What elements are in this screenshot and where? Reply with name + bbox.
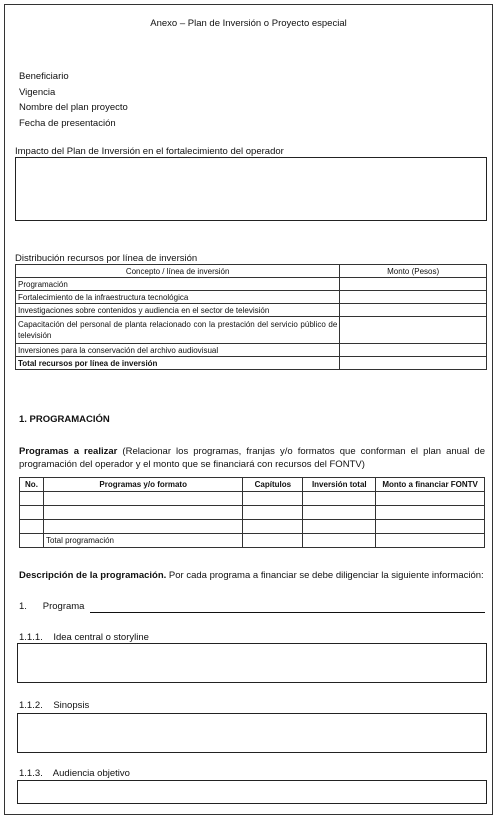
programa-item-label: 1. Programa	[19, 601, 85, 612]
header-no: No.	[20, 478, 44, 492]
cell[interactable]	[20, 520, 44, 534]
programas-label: Programas a realizar	[19, 446, 118, 457]
total-monto-cell[interactable]	[340, 357, 487, 370]
row-label: Fortalecimiento de la infraestructura tecnológica	[16, 291, 340, 304]
table-row	[16, 317, 487, 344]
header-inversion: Inversión total	[303, 478, 376, 492]
table-total-row	[16, 357, 487, 370]
cell[interactable]	[376, 520, 485, 534]
header-monto: Monto (Pesos)	[340, 265, 487, 278]
cell[interactable]	[303, 534, 376, 548]
cell[interactable]	[303, 520, 376, 534]
row-label: Investigaciones sobre contenidos y audiencia en el sector de televisión	[16, 304, 340, 317]
impacto-heading: Impacto del Plan de Inversión en el fortalecimiento del operador	[15, 146, 284, 157]
subsection-sinopsis: 1.1.2. Sinopsis	[19, 700, 90, 711]
field-vigencia: Vigencia	[19, 86, 56, 98]
programas-instructions: (Relacionar los programas, franjas y/o formatos que conforman el plan anual de programación del operador y el monto que se financiará con recursos del FONTV)	[19, 446, 485, 470]
table-row	[20, 506, 485, 520]
cell[interactable]	[303, 506, 376, 520]
cell[interactable]	[376, 506, 485, 520]
subsection-idea-central: 1.1.1. Idea central o storyline	[19, 632, 149, 643]
cell[interactable]	[303, 492, 376, 506]
table-row	[20, 492, 485, 506]
row-label: Inversiones para la conservación del archivo audiovisual	[16, 344, 340, 357]
header-concepto: Concepto / línea de inversión	[16, 265, 340, 278]
programas-table	[19, 477, 485, 548]
document-page	[4, 4, 493, 815]
row-label: Capacitación del personal de planta relacionado con la prestación del servicio público de televisión	[16, 317, 340, 344]
descripcion-label: Descripción de la programación.	[19, 570, 167, 581]
table-header-row	[20, 478, 485, 492]
monto-cell[interactable]	[340, 291, 487, 304]
cell[interactable]	[376, 492, 485, 506]
cell[interactable]	[243, 506, 303, 520]
monto-cell[interactable]	[340, 278, 487, 291]
section-programacion-heading: 1. PROGRAMACIÓN	[19, 414, 110, 425]
table-row	[16, 278, 487, 291]
cell[interactable]	[20, 534, 44, 548]
monto-cell[interactable]	[340, 344, 487, 357]
header-capitulos: Capítulos	[243, 478, 303, 492]
header-monto-fontv: Monto a financiar FONTV	[376, 478, 485, 492]
cell[interactable]	[243, 520, 303, 534]
cell[interactable]	[43, 492, 242, 506]
programa-name-line[interactable]	[90, 612, 485, 613]
subsection-audiencia: 1.1.3. Audiencia objetivo	[19, 768, 130, 779]
programas-paragraph	[19, 445, 485, 471]
cell[interactable]	[20, 492, 44, 506]
cell[interactable]	[43, 506, 242, 520]
table-row	[16, 291, 487, 304]
row-label: Programación	[16, 278, 340, 291]
cell[interactable]	[243, 534, 303, 548]
audiencia-textbox[interactable]	[17, 780, 487, 804]
header-programas: Programas y/o formato	[43, 478, 242, 492]
descripcion-instructions: Por cada programa a financiar se debe diligenciar la siguiente información:	[166, 570, 484, 581]
monto-cell[interactable]	[340, 304, 487, 317]
monto-cell[interactable]	[340, 317, 487, 344]
cell[interactable]	[43, 520, 242, 534]
cell[interactable]	[20, 506, 44, 520]
cell[interactable]	[376, 534, 485, 548]
table-total-row	[20, 534, 485, 548]
distribucion-table	[15, 264, 487, 370]
field-nombre-plan: Nombre del plan proyecto	[19, 102, 128, 113]
distribucion-heading: Distribución recursos por línea de inversión	[15, 253, 198, 264]
impacto-textbox[interactable]	[15, 157, 487, 221]
sinopsis-textbox[interactable]	[17, 713, 487, 753]
total-programacion-label: Total programación	[43, 534, 242, 548]
table-row	[16, 344, 487, 357]
table-header-row	[16, 265, 487, 278]
descripcion-paragraph	[19, 569, 485, 582]
total-label: Total recursos por línea de inversión	[16, 357, 340, 370]
table-row	[16, 304, 487, 317]
meta-fields	[19, 69, 128, 131]
idea-central-textbox[interactable]	[17, 643, 487, 683]
cell[interactable]	[243, 492, 303, 506]
field-fecha-presentacion: Fecha de presentación	[19, 117, 116, 129]
table-row	[20, 520, 485, 534]
field-beneficiario: Beneficiario	[19, 71, 69, 82]
document-title: Anexo – Plan de Inversión o Proyecto especial	[150, 18, 347, 29]
